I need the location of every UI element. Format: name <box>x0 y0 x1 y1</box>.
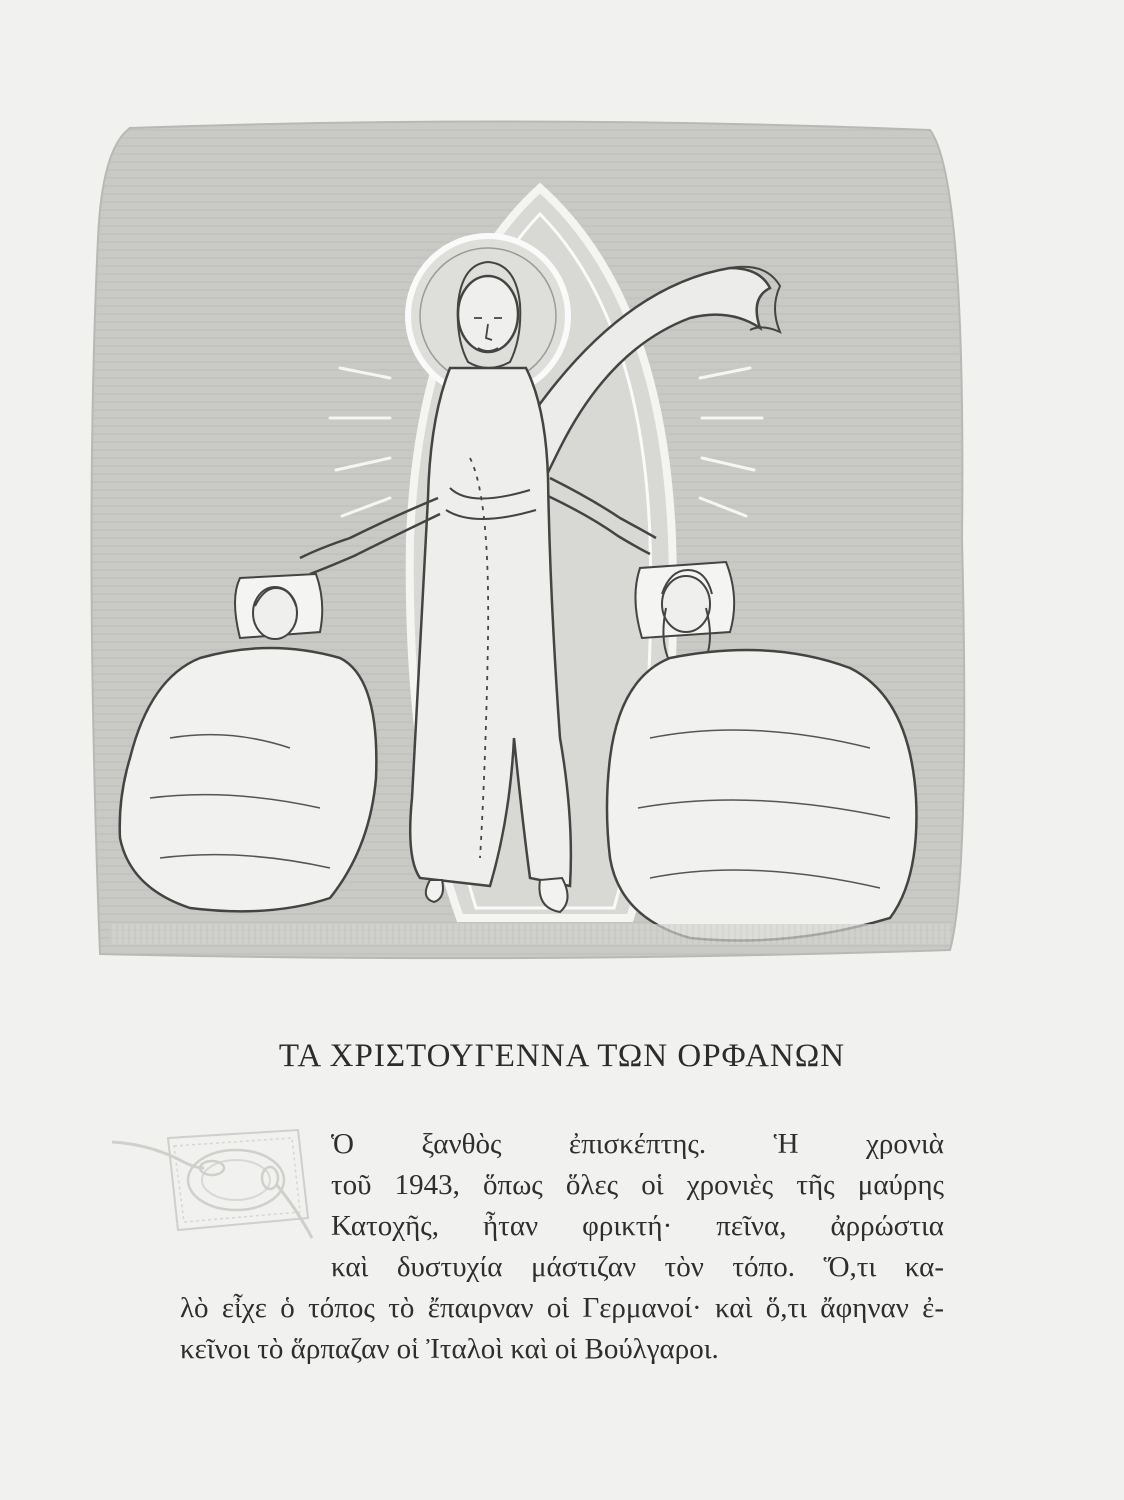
figure-head <box>458 276 518 352</box>
paragraph-line: Κατοχῆς, ἦταν φρικτή· πεῖνα, ἀρρώστια <box>331 1210 944 1242</box>
woodcut-illustration <box>90 118 970 960</box>
paragraph-line: τοῦ 1943, ὅπως ὅλες οἱ χρονιὲς τῆς μαύρης <box>331 1169 944 1201</box>
figure-robe <box>410 368 571 886</box>
plate-vignette <box>108 1118 320 1243</box>
paragraph-line: Ὁ ξανθὸς ἐπισκέπτης. Ἡ χρονιὰ <box>331 1128 944 1160</box>
paragraph-line: καὶ δυστυχία μάστιζαν τὸν τόπο. Ὅ,τι κα- <box>331 1251 944 1283</box>
paragraph-line: λὸ εἶχε ὁ τόπος τὸ ἔπαιρναν οἱ Γερμανοί· καὶ ὅ,τι ἄφηναν ἐ- <box>180 1292 944 1324</box>
paragraph-line: κεῖνοι τὸ ἅρπαζαν οἱ Ἰταλοὶ καὶ οἱ Βούλγαροι. <box>180 1333 719 1365</box>
chapter-title: ΤΑ ΧΡΙΣΤΟΥΓΕΝΝΑ ΤΩΝ ΟΡΦΑΝΩΝ <box>278 1038 846 1074</box>
